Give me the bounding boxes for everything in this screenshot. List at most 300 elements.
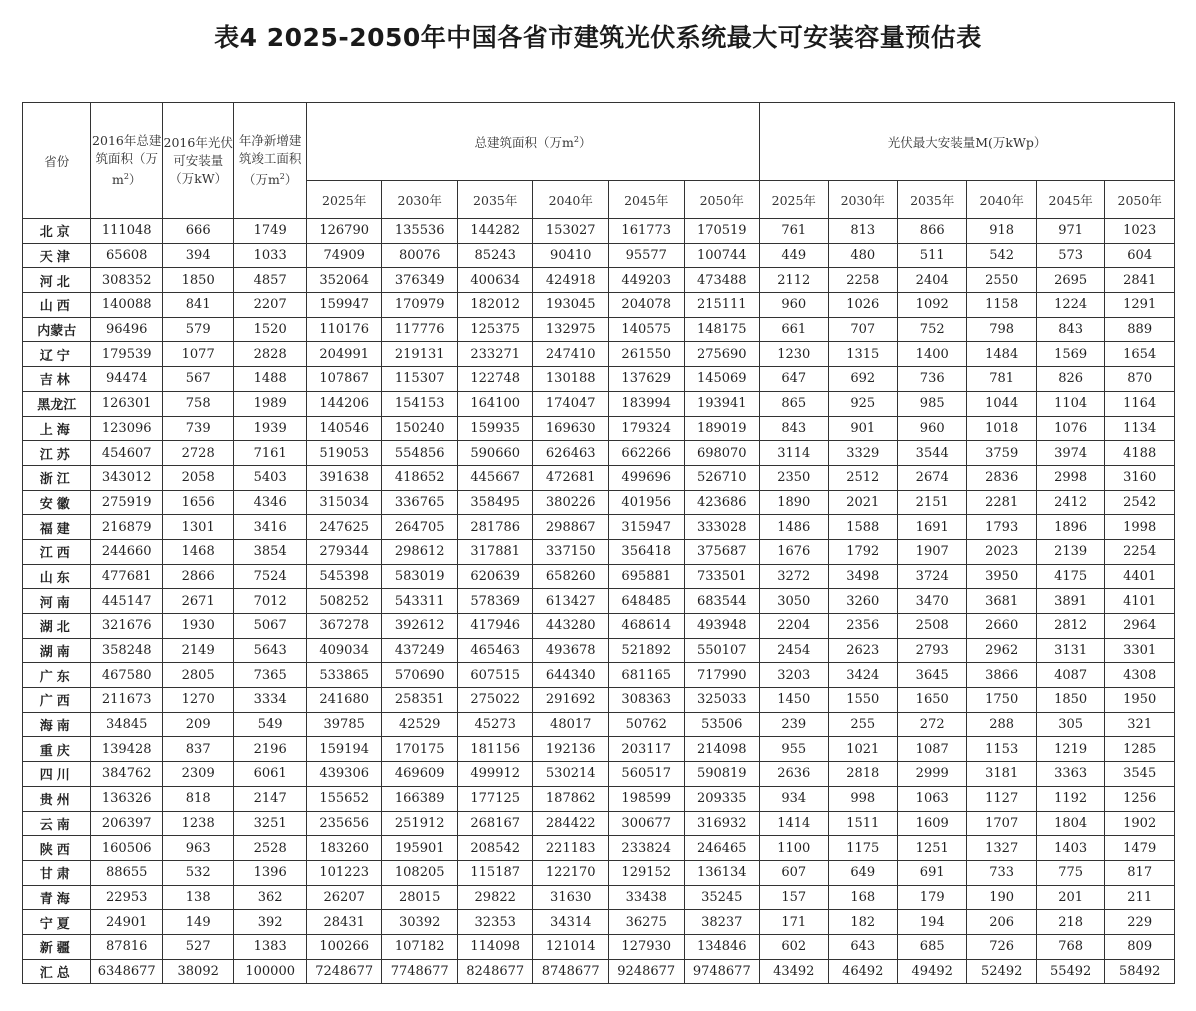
province-cell: 吉林 bbox=[23, 367, 91, 392]
value-cell: 560517 bbox=[608, 762, 684, 787]
value-cell: 281786 bbox=[457, 515, 533, 540]
value-cell: 1400 bbox=[897, 342, 966, 367]
value-cell: 126301 bbox=[91, 391, 162, 416]
value-cell: 661 bbox=[760, 317, 828, 342]
header-total-area: 总建筑面积（万$m^2$） bbox=[306, 103, 759, 181]
table-row bbox=[23, 441, 1175, 466]
province-cell: 湖南 bbox=[23, 638, 91, 663]
value-cell: 140575 bbox=[608, 317, 684, 342]
value-cell: 401956 bbox=[608, 490, 684, 515]
header-max-pv: 光伏最大安装量M(万kWp） bbox=[760, 103, 1175, 181]
value-cell: 2112 bbox=[760, 268, 828, 293]
table-row bbox=[23, 539, 1175, 564]
value-cell: 138 bbox=[162, 885, 233, 910]
value-cell: 423686 bbox=[684, 490, 760, 515]
value-cell: 211 bbox=[1105, 885, 1175, 910]
value-cell: 1044 bbox=[967, 391, 1036, 416]
value-cell: 139428 bbox=[91, 737, 162, 762]
value-cell: 2636 bbox=[760, 762, 828, 787]
value-cell: 493678 bbox=[533, 638, 609, 663]
value-cell: 181156 bbox=[457, 737, 533, 762]
province-cell: 贵州 bbox=[23, 786, 91, 811]
value-cell: 2207 bbox=[234, 293, 306, 318]
header-area-year-2: 2035年 bbox=[457, 181, 533, 219]
value-cell: 169630 bbox=[533, 416, 609, 441]
value-cell: 179324 bbox=[608, 416, 684, 441]
value-cell: 298867 bbox=[533, 515, 609, 540]
value-cell: 1134 bbox=[1105, 416, 1175, 441]
value-cell: 3301 bbox=[1105, 638, 1175, 663]
value-cell: 100266 bbox=[306, 934, 382, 959]
value-cell: 578369 bbox=[457, 589, 533, 614]
value-cell: 2793 bbox=[897, 638, 966, 663]
value-cell: 255 bbox=[828, 712, 897, 737]
value-cell: 115187 bbox=[457, 860, 533, 885]
value-cell: 1569 bbox=[1036, 342, 1104, 367]
value-cell: 761 bbox=[760, 219, 828, 244]
value-cell: 100000 bbox=[234, 959, 306, 984]
value-cell: 316932 bbox=[684, 811, 760, 836]
value-cell: 333028 bbox=[684, 515, 760, 540]
value-cell: 818 bbox=[162, 786, 233, 811]
value-cell: 94474 bbox=[91, 367, 162, 392]
header-area-year-3: 2040年 bbox=[533, 181, 609, 219]
value-cell: 602 bbox=[760, 934, 828, 959]
province-cell: 江苏 bbox=[23, 441, 91, 466]
value-cell: 3131 bbox=[1036, 638, 1104, 663]
value-cell: 573 bbox=[1036, 243, 1104, 268]
table-row bbox=[23, 885, 1175, 910]
value-cell: 182012 bbox=[457, 293, 533, 318]
value-cell: 235656 bbox=[306, 811, 382, 836]
value-cell: 28015 bbox=[382, 885, 458, 910]
table-row bbox=[23, 811, 1175, 836]
value-cell: 123096 bbox=[91, 416, 162, 441]
value-cell: 1256 bbox=[1105, 786, 1175, 811]
value-cell: 229 bbox=[1105, 910, 1175, 935]
value-cell: 1804 bbox=[1036, 811, 1104, 836]
value-cell: 1989 bbox=[234, 391, 306, 416]
value-cell: 130188 bbox=[533, 367, 609, 392]
value-cell: 190 bbox=[967, 885, 1036, 910]
value-cell: 813 bbox=[828, 219, 897, 244]
value-cell: 424918 bbox=[533, 268, 609, 293]
value-cell: 392 bbox=[234, 910, 306, 935]
value-cell: 3251 bbox=[234, 811, 306, 836]
value-cell: 208542 bbox=[457, 836, 533, 861]
value-cell: 48017 bbox=[533, 712, 609, 737]
province-cell: 福建 bbox=[23, 515, 91, 540]
table-row bbox=[23, 490, 1175, 515]
value-cell: 1092 bbox=[897, 293, 966, 318]
value-cell: 843 bbox=[760, 416, 828, 441]
value-cell: 110176 bbox=[306, 317, 382, 342]
value-cell: 209 bbox=[162, 712, 233, 737]
value-cell: 193941 bbox=[684, 391, 760, 416]
value-cell: 567 bbox=[162, 367, 233, 392]
value-cell: 127930 bbox=[608, 934, 684, 959]
value-cell: 809 bbox=[1105, 934, 1175, 959]
value-cell: 148175 bbox=[684, 317, 760, 342]
value-cell: 1750 bbox=[967, 688, 1036, 713]
value-cell: 154153 bbox=[382, 391, 458, 416]
value-cell: 1676 bbox=[760, 539, 828, 564]
value-cell: 2674 bbox=[897, 465, 966, 490]
value-cell: 4401 bbox=[1105, 564, 1175, 589]
value-cell: 325033 bbox=[684, 688, 760, 713]
value-cell: 80076 bbox=[382, 243, 458, 268]
value-cell: 691 bbox=[897, 860, 966, 885]
value-cell: 752 bbox=[897, 317, 966, 342]
value-cell: 1890 bbox=[760, 490, 828, 515]
province-cell: 江西 bbox=[23, 539, 91, 564]
value-cell: 554856 bbox=[382, 441, 458, 466]
value-cell: 2695 bbox=[1036, 268, 1104, 293]
value-cell: 321676 bbox=[91, 614, 162, 639]
value-cell: 244660 bbox=[91, 539, 162, 564]
value-cell: 337150 bbox=[533, 539, 609, 564]
value-cell: 865 bbox=[760, 391, 828, 416]
value-cell: 1793 bbox=[967, 515, 1036, 540]
value-cell: 275690 bbox=[684, 342, 760, 367]
value-cell: 521892 bbox=[608, 638, 684, 663]
value-cell: 454607 bbox=[91, 441, 162, 466]
value-cell: 1468 bbox=[162, 539, 233, 564]
value-cell: 3759 bbox=[967, 441, 1036, 466]
value-cell: 1396 bbox=[234, 860, 306, 885]
value-cell: 1192 bbox=[1036, 786, 1104, 811]
value-cell: 579 bbox=[162, 317, 233, 342]
value-cell: 362 bbox=[234, 885, 306, 910]
value-cell: 775 bbox=[1036, 860, 1104, 885]
value-cell: 1850 bbox=[1036, 688, 1104, 713]
value-cell: 583019 bbox=[382, 564, 458, 589]
value-cell: 1327 bbox=[967, 836, 1036, 861]
table-row bbox=[23, 860, 1175, 885]
value-cell: 2836 bbox=[967, 465, 1036, 490]
value-cell: 140088 bbox=[91, 293, 162, 318]
value-cell: 239 bbox=[760, 712, 828, 737]
value-cell: 1520 bbox=[234, 317, 306, 342]
value-cell: 1609 bbox=[897, 811, 966, 836]
value-cell: 1656 bbox=[162, 490, 233, 515]
value-cell: 159194 bbox=[306, 737, 382, 762]
value-cell: 96496 bbox=[91, 317, 162, 342]
value-cell: 1930 bbox=[162, 614, 233, 639]
value-cell: 241680 bbox=[306, 688, 382, 713]
value-cell: 155652 bbox=[306, 786, 382, 811]
value-cell: 1158 bbox=[967, 293, 1036, 318]
value-cell: 449 bbox=[760, 243, 828, 268]
value-cell: 264705 bbox=[382, 515, 458, 540]
value-cell: 1175 bbox=[828, 836, 897, 861]
value-cell: 1076 bbox=[1036, 416, 1104, 441]
province-cell: 云南 bbox=[23, 811, 91, 836]
value-cell: 170979 bbox=[382, 293, 458, 318]
value-cell: 50762 bbox=[608, 712, 684, 737]
value-cell: 542 bbox=[967, 243, 1036, 268]
value-cell: 137629 bbox=[608, 367, 684, 392]
value-cell: 533865 bbox=[306, 663, 382, 688]
value-cell: 511 bbox=[897, 243, 966, 268]
value-cell: 216879 bbox=[91, 515, 162, 540]
value-cell: 367278 bbox=[306, 614, 382, 639]
value-cell: 203117 bbox=[608, 737, 684, 762]
value-cell: 960 bbox=[897, 416, 966, 441]
value-cell: 300677 bbox=[608, 811, 684, 836]
value-cell: 2866 bbox=[162, 564, 233, 589]
value-cell: 268167 bbox=[457, 811, 533, 836]
value-cell: 9748677 bbox=[684, 959, 760, 984]
value-cell: 211673 bbox=[91, 688, 162, 713]
value-cell: 6348677 bbox=[91, 959, 162, 984]
value-cell: 2204 bbox=[760, 614, 828, 639]
value-cell: 195901 bbox=[382, 836, 458, 861]
value-cell: 159935 bbox=[457, 416, 533, 441]
value-cell: 183260 bbox=[306, 836, 382, 861]
value-cell: 42529 bbox=[382, 712, 458, 737]
value-cell: 1315 bbox=[828, 342, 897, 367]
table-row bbox=[23, 614, 1175, 639]
value-cell: 3203 bbox=[760, 663, 828, 688]
value-cell: 129152 bbox=[608, 860, 684, 885]
value-cell: 125375 bbox=[457, 317, 533, 342]
value-cell: 375687 bbox=[684, 539, 760, 564]
value-cell: 352064 bbox=[306, 268, 382, 293]
value-cell: 2508 bbox=[897, 614, 966, 639]
value-cell: 1902 bbox=[1105, 811, 1175, 836]
value-cell: 3498 bbox=[828, 564, 897, 589]
value-cell: 6061 bbox=[234, 762, 306, 787]
value-cell: 2999 bbox=[897, 762, 966, 787]
value-cell: 358495 bbox=[457, 490, 533, 515]
value-cell: 2828 bbox=[234, 342, 306, 367]
value-cell: 736 bbox=[897, 367, 966, 392]
value-cell: 3854 bbox=[234, 539, 306, 564]
value-cell: 150240 bbox=[382, 416, 458, 441]
table-row bbox=[23, 959, 1175, 984]
value-cell: 2254 bbox=[1105, 539, 1175, 564]
value-cell: 1033 bbox=[234, 243, 306, 268]
value-cell: 206397 bbox=[91, 811, 162, 836]
value-cell: 74909 bbox=[306, 243, 382, 268]
province-cell: 山西 bbox=[23, 293, 91, 318]
value-cell: 284422 bbox=[533, 811, 609, 836]
value-cell: 3645 bbox=[897, 663, 966, 688]
province-cell: 安徽 bbox=[23, 490, 91, 515]
value-cell: 798 bbox=[967, 317, 1036, 342]
value-cell: 107867 bbox=[306, 367, 382, 392]
value-cell: 275022 bbox=[457, 688, 533, 713]
value-cell: 817 bbox=[1105, 860, 1175, 885]
value-cell: 5403 bbox=[234, 465, 306, 490]
table-row bbox=[23, 688, 1175, 713]
value-cell: 1238 bbox=[162, 811, 233, 836]
value-cell: 140546 bbox=[306, 416, 382, 441]
value-cell: 35245 bbox=[684, 885, 760, 910]
value-cell: 279344 bbox=[306, 539, 382, 564]
value-cell: 545398 bbox=[306, 564, 382, 589]
province-cell: 汇总 bbox=[23, 959, 91, 984]
value-cell: 590819 bbox=[684, 762, 760, 787]
value-cell: 384762 bbox=[91, 762, 162, 787]
value-cell: 2964 bbox=[1105, 614, 1175, 639]
value-cell: 2058 bbox=[162, 465, 233, 490]
province-cell: 甘肃 bbox=[23, 860, 91, 885]
value-cell: 247410 bbox=[533, 342, 609, 367]
value-cell: 39785 bbox=[306, 712, 382, 737]
value-cell: 647 bbox=[760, 367, 828, 392]
value-cell: 620639 bbox=[457, 564, 533, 589]
value-cell: 204078 bbox=[608, 293, 684, 318]
value-cell: 45273 bbox=[457, 712, 533, 737]
value-cell: 3866 bbox=[967, 663, 1036, 688]
value-cell: 445667 bbox=[457, 465, 533, 490]
value-cell: 527 bbox=[162, 934, 233, 959]
value-cell: 1285 bbox=[1105, 737, 1175, 762]
value-cell: 233271 bbox=[457, 342, 533, 367]
province-cell: 北京 bbox=[23, 219, 91, 244]
value-cell: 649 bbox=[828, 860, 897, 885]
value-cell: 4857 bbox=[234, 268, 306, 293]
value-cell: 168 bbox=[828, 885, 897, 910]
province-cell: 广东 bbox=[23, 663, 91, 688]
value-cell: 1219 bbox=[1036, 737, 1104, 762]
value-cell: 111048 bbox=[91, 219, 162, 244]
value-cell: 177125 bbox=[457, 786, 533, 811]
value-cell: 219131 bbox=[382, 342, 458, 367]
value-cell: 52492 bbox=[967, 959, 1036, 984]
table-row bbox=[23, 243, 1175, 268]
pv-capacity-table bbox=[22, 102, 1175, 984]
value-cell: 258351 bbox=[382, 688, 458, 713]
value-cell: 2149 bbox=[162, 638, 233, 663]
value-cell: 3329 bbox=[828, 441, 897, 466]
value-cell: 2550 bbox=[967, 268, 1036, 293]
value-cell: 443280 bbox=[533, 614, 609, 639]
value-cell: 189019 bbox=[684, 416, 760, 441]
value-cell: 4175 bbox=[1036, 564, 1104, 589]
value-cell: 179539 bbox=[91, 342, 162, 367]
value-cell: 1100 bbox=[760, 836, 828, 861]
value-cell: 1026 bbox=[828, 293, 897, 318]
value-cell: 465463 bbox=[457, 638, 533, 663]
value-cell: 685 bbox=[897, 934, 966, 959]
value-cell: 107182 bbox=[382, 934, 458, 959]
value-cell: 90410 bbox=[533, 243, 609, 268]
table-row bbox=[23, 786, 1175, 811]
value-cell: 3724 bbox=[897, 564, 966, 589]
value-cell: 998 bbox=[828, 786, 897, 811]
value-cell: 183994 bbox=[608, 391, 684, 416]
value-cell: 135536 bbox=[382, 219, 458, 244]
value-cell: 1550 bbox=[828, 688, 897, 713]
value-cell: 149 bbox=[162, 910, 233, 935]
province-cell: 重庆 bbox=[23, 737, 91, 762]
value-cell: 24901 bbox=[91, 910, 162, 935]
value-cell: 246465 bbox=[684, 836, 760, 861]
province-cell: 河南 bbox=[23, 589, 91, 614]
value-cell: 1127 bbox=[967, 786, 1036, 811]
table-row bbox=[23, 342, 1175, 367]
value-cell: 122170 bbox=[533, 860, 609, 885]
value-cell: 275919 bbox=[91, 490, 162, 515]
value-cell: 122748 bbox=[457, 367, 533, 392]
province-cell: 陕西 bbox=[23, 836, 91, 861]
value-cell: 1301 bbox=[162, 515, 233, 540]
value-cell: 2660 bbox=[967, 614, 1036, 639]
value-cell: 733501 bbox=[684, 564, 760, 589]
value-cell: 570690 bbox=[382, 663, 458, 688]
province-cell: 内蒙古 bbox=[23, 317, 91, 342]
value-cell: 164100 bbox=[457, 391, 533, 416]
value-cell: 101223 bbox=[306, 860, 382, 885]
value-cell: 963 bbox=[162, 836, 233, 861]
province-cell: 山东 bbox=[23, 564, 91, 589]
province-cell: 广西 bbox=[23, 688, 91, 713]
value-cell: 65608 bbox=[91, 243, 162, 268]
value-cell: 934 bbox=[760, 786, 828, 811]
value-cell: 2412 bbox=[1036, 490, 1104, 515]
value-cell: 681165 bbox=[608, 663, 684, 688]
value-cell: 182 bbox=[828, 910, 897, 935]
value-cell: 695881 bbox=[608, 564, 684, 589]
value-cell: 1291 bbox=[1105, 293, 1175, 318]
value-cell: 2998 bbox=[1036, 465, 1104, 490]
value-cell: 198599 bbox=[608, 786, 684, 811]
value-cell: 1850 bbox=[162, 268, 233, 293]
value-cell: 336765 bbox=[382, 490, 458, 515]
header-pv-2016: 2016年光伏可安装量（万kW） bbox=[162, 103, 233, 219]
value-cell: 400634 bbox=[457, 268, 533, 293]
value-cell: 2021 bbox=[828, 490, 897, 515]
value-cell: 3424 bbox=[828, 663, 897, 688]
value-cell: 837 bbox=[162, 737, 233, 762]
value-cell: 985 bbox=[897, 391, 966, 416]
value-cell: 2356 bbox=[828, 614, 897, 639]
value-cell: 3272 bbox=[760, 564, 828, 589]
value-cell: 1403 bbox=[1036, 836, 1104, 861]
header-area-year-5: 2050年 bbox=[684, 181, 760, 219]
header-pv-year-2: 2035年 bbox=[897, 181, 966, 219]
value-cell: 121014 bbox=[533, 934, 609, 959]
value-cell: 3114 bbox=[760, 441, 828, 466]
value-cell: 758 bbox=[162, 391, 233, 416]
table-row bbox=[23, 416, 1175, 441]
value-cell: 870 bbox=[1105, 367, 1175, 392]
value-cell: 170519 bbox=[684, 219, 760, 244]
value-cell: 32353 bbox=[457, 910, 533, 935]
value-cell: 499696 bbox=[608, 465, 684, 490]
value-cell: 49492 bbox=[897, 959, 966, 984]
table-row bbox=[23, 268, 1175, 293]
value-cell: 1023 bbox=[1105, 219, 1175, 244]
value-cell: 87816 bbox=[91, 934, 162, 959]
value-cell: 1907 bbox=[897, 539, 966, 564]
value-cell: 733 bbox=[967, 860, 1036, 885]
value-cell: 2542 bbox=[1105, 490, 1175, 515]
value-cell: 1792 bbox=[828, 539, 897, 564]
value-cell: 3416 bbox=[234, 515, 306, 540]
value-cell: 46492 bbox=[828, 959, 897, 984]
value-cell: 417946 bbox=[457, 614, 533, 639]
value-cell: 161773 bbox=[608, 219, 684, 244]
value-cell: 2147 bbox=[234, 786, 306, 811]
value-cell: 2671 bbox=[162, 589, 233, 614]
value-cell: 1998 bbox=[1105, 515, 1175, 540]
value-cell: 187862 bbox=[533, 786, 609, 811]
value-cell: 2196 bbox=[234, 737, 306, 762]
